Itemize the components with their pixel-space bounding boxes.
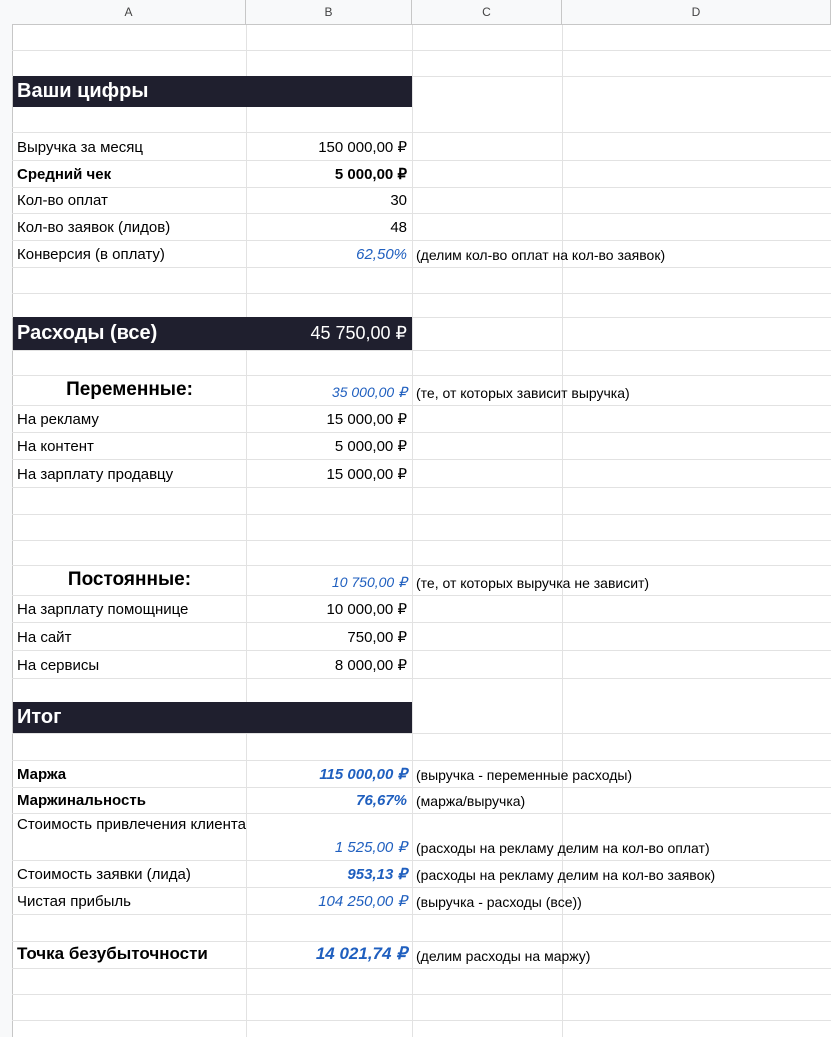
cell-value-payments-count[interactable]: 30 — [390, 192, 407, 209]
cell-note-cac[interactable]: (расходы на рекламу делим на кол-во оплат) — [416, 840, 710, 856]
cell-variable-note[interactable]: (те, от которых зависит выручка) — [416, 385, 630, 401]
cell-value-revenue[interactable]: 150 000,00 ₽ — [318, 139, 407, 156]
section-title: Ваши цифры — [17, 80, 149, 102]
section-title: Расходы (все) — [17, 322, 158, 344]
cell-value-cpl[interactable]: 953,13 ₽ — [347, 866, 407, 883]
grid-line — [12, 267, 831, 268]
cell-value-breakeven[interactable]: 14 021,74 ₽ — [315, 944, 407, 963]
section-header-result[interactable] — [13, 702, 412, 733]
cell-label-assistant-salary[interactable]: На зарплату помощнице — [17, 601, 189, 618]
cell-value-conversion[interactable]: 62,50% — [356, 246, 407, 263]
cell-value-leads-count[interactable]: 48 — [390, 219, 407, 236]
cell-label-margin-rate[interactable]: Маржинальность — [17, 792, 146, 809]
grid-line — [12, 487, 831, 488]
cell-fixed-title[interactable]: Постоянные: — [67, 569, 192, 590]
cell-value-margin-rate[interactable]: 76,67% — [356, 792, 407, 809]
grid-line — [12, 994, 831, 995]
section-header-expenses[interactable] — [13, 317, 412, 350]
section-header-your-numbers[interactable] — [13, 76, 412, 107]
grid-line — [12, 968, 831, 969]
cell-value-avg-check[interactable]: 5 000,00 ₽ — [334, 166, 407, 183]
cell-label-net-profit[interactable]: Чистая прибыль — [17, 893, 131, 910]
cell-note-net-profit[interactable]: (выручка - расходы (все)) — [416, 894, 582, 910]
cell-label-cpl[interactable]: Стоимость заявки (лида) — [17, 866, 191, 883]
column-header-b[interactable]: B — [246, 0, 412, 25]
cell-label-site[interactable]: На сайт — [17, 629, 72, 646]
cell-fixed-sum[interactable]: 10 750,00 ₽ — [331, 574, 407, 590]
cell-fixed-note[interactable]: (те, от которых выручка не зависит) — [416, 575, 650, 591]
cell-label-content[interactable]: На контент — [17, 438, 94, 455]
expenses-total: 45 750,00 ₽ — [310, 323, 407, 343]
grid-line — [12, 733, 831, 734]
cell-value-cac[interactable]: 1 525,00 ₽ — [334, 839, 407, 856]
cell-note-cpl[interactable]: (расходы на рекламу делим на кол-во заявок) — [416, 867, 716, 883]
grid-line — [12, 678, 831, 679]
row-number-gutter — [0, 0, 13, 1037]
grid-line — [12, 50, 831, 51]
cell-value-site[interactable]: 750,00 ₽ — [347, 629, 407, 646]
column-header-d[interactable]: D — [562, 0, 831, 25]
cell-label-leads-count[interactable]: Кол-во заявок (лидов) — [17, 219, 171, 236]
cell-label-breakeven[interactable]: Точка безубыточности — [17, 944, 208, 963]
grid-line — [12, 293, 831, 294]
cell-note-conversion[interactable]: (делим кол-во оплат на кол-во заявок) — [416, 247, 666, 263]
cell-label-margin[interactable]: Маржа — [17, 766, 67, 783]
cell-label-avg-check[interactable]: Средний чек — [17, 166, 112, 183]
column-header-c[interactable]: C — [412, 0, 562, 25]
cell-label-services[interactable]: На сервисы — [17, 657, 100, 674]
cell-label-cac[interactable]: Стоимость привлечения клиента — [17, 816, 246, 833]
cell-note-margin[interactable]: (выручка - переменные расходы) — [416, 767, 633, 783]
cell-note-breakeven[interactable]: (делим расходы на маржу) — [416, 948, 591, 964]
column-header-a[interactable]: A — [12, 0, 246, 25]
section-title: Итог — [17, 706, 62, 728]
cell-label-ads[interactable]: На рекламу — [17, 411, 99, 428]
grid-line — [12, 514, 831, 515]
cell-value-services[interactable]: 8 000,00 ₽ — [334, 657, 407, 674]
cell-label-revenue[interactable]: Выручка за месяц — [17, 139, 143, 156]
cell-value-content[interactable]: 5 000,00 ₽ — [334, 438, 407, 455]
grid-line — [12, 350, 831, 351]
cell-note-margin-rate[interactable]: (маржа/выручка) — [416, 793, 526, 809]
grid-line — [12, 914, 831, 915]
cell-label-conversion[interactable]: Конверсия (в оплату) — [17, 246, 165, 263]
cell-variable-title[interactable]: Переменные: — [66, 379, 193, 400]
cell-label-seller-salary[interactable]: На зарплату продавцу — [17, 466, 174, 483]
cell-value-seller-salary[interactable]: 15 000,00 ₽ — [326, 466, 407, 483]
cell-value-margin[interactable]: 115 000,00 ₽ — [319, 766, 407, 783]
cell-value-ads[interactable]: 15 000,00 ₽ — [326, 411, 407, 428]
cell-label-payments-count[interactable]: Кол-во оплат — [17, 192, 108, 209]
cell-variable-sum[interactable]: 35 000,00 ₽ — [331, 384, 407, 400]
cell-value-assistant-salary[interactable]: 10 000,00 ₽ — [326, 601, 407, 618]
grid-line — [12, 1020, 831, 1021]
cell-value-net-profit[interactable]: 104 250,00 ₽ — [318, 893, 407, 910]
grid-line — [12, 540, 831, 541]
